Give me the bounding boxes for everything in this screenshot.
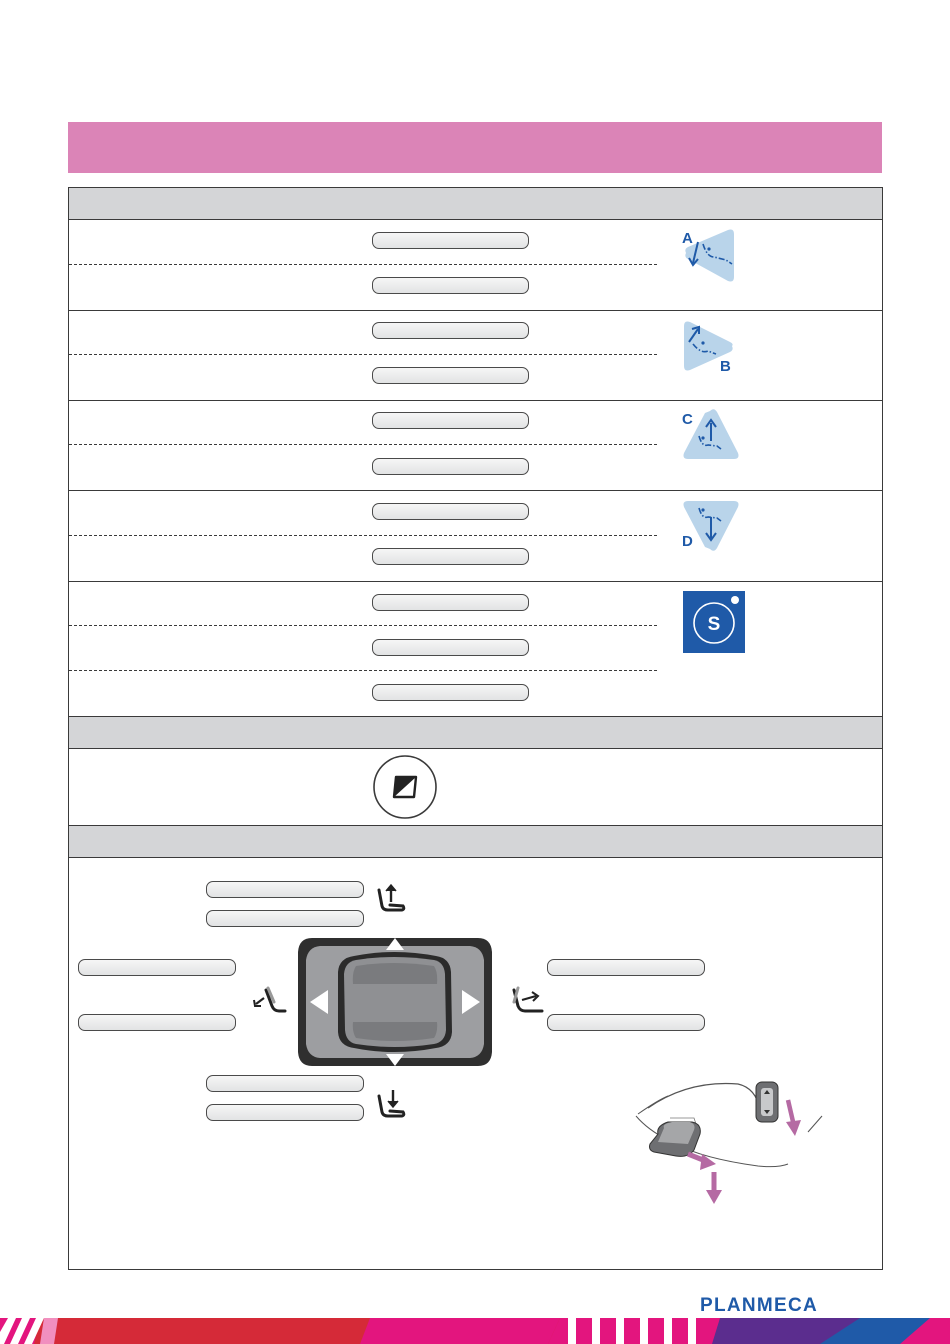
- group-divider: [69, 581, 882, 582]
- value-field: [372, 503, 529, 520]
- value-field: [206, 1104, 364, 1121]
- value-field: [206, 910, 364, 927]
- planmeca-logo: PLANMECA: [700, 1295, 819, 1316]
- svg-text:C: C: [682, 411, 693, 428]
- program-c-icon: [676, 405, 742, 463]
- group-divider: [69, 490, 882, 491]
- row-divider: [69, 670, 657, 671]
- backrest-raise-icon: [510, 984, 546, 1018]
- table-header-band: [69, 187, 882, 220]
- svg-text:A: A: [682, 230, 693, 247]
- value-field: [547, 959, 705, 976]
- value-field: [372, 639, 529, 656]
- value-field: [372, 277, 529, 294]
- value-field: [372, 322, 529, 339]
- group-divider: [69, 310, 882, 311]
- row-divider: [69, 444, 657, 445]
- program-d-icon: [676, 497, 742, 555]
- seat-down-icon: [374, 1088, 408, 1122]
- value-field: [372, 232, 529, 249]
- svg-text:D: D: [682, 533, 693, 550]
- chair-joystick-icon[interactable]: [294, 932, 496, 1072]
- svg-text:B: B: [720, 358, 731, 375]
- table-header-band: [69, 716, 882, 749]
- value-field: [372, 367, 529, 384]
- row-divider: [69, 264, 657, 265]
- value-field: [372, 594, 529, 611]
- value-field: [372, 458, 529, 475]
- foot-control-illustration: [628, 1070, 842, 1212]
- seat-up-icon: [374, 882, 408, 916]
- value-field: [206, 881, 364, 898]
- footer-stripe: [0, 1318, 950, 1344]
- value-field: [206, 1075, 364, 1092]
- value-field: [372, 684, 529, 701]
- program-a-icon: [676, 227, 742, 285]
- value-field: [372, 548, 529, 565]
- table-header-band: [69, 825, 882, 858]
- value-field: [547, 1014, 705, 1031]
- backrest-recline-icon: [252, 984, 288, 1018]
- value-field: [78, 959, 236, 976]
- program-s-icon: [683, 591, 745, 653]
- row-divider: [69, 535, 657, 536]
- group-divider: [69, 400, 882, 401]
- value-field: [78, 1014, 236, 1031]
- square-button-icon: [372, 755, 438, 821]
- svg-text:S: S: [707, 614, 721, 635]
- row-divider: [69, 625, 657, 626]
- program-b-icon: [676, 318, 742, 376]
- section-title-banner: [68, 122, 882, 173]
- value-field: [372, 412, 529, 429]
- row-divider: [69, 354, 657, 355]
